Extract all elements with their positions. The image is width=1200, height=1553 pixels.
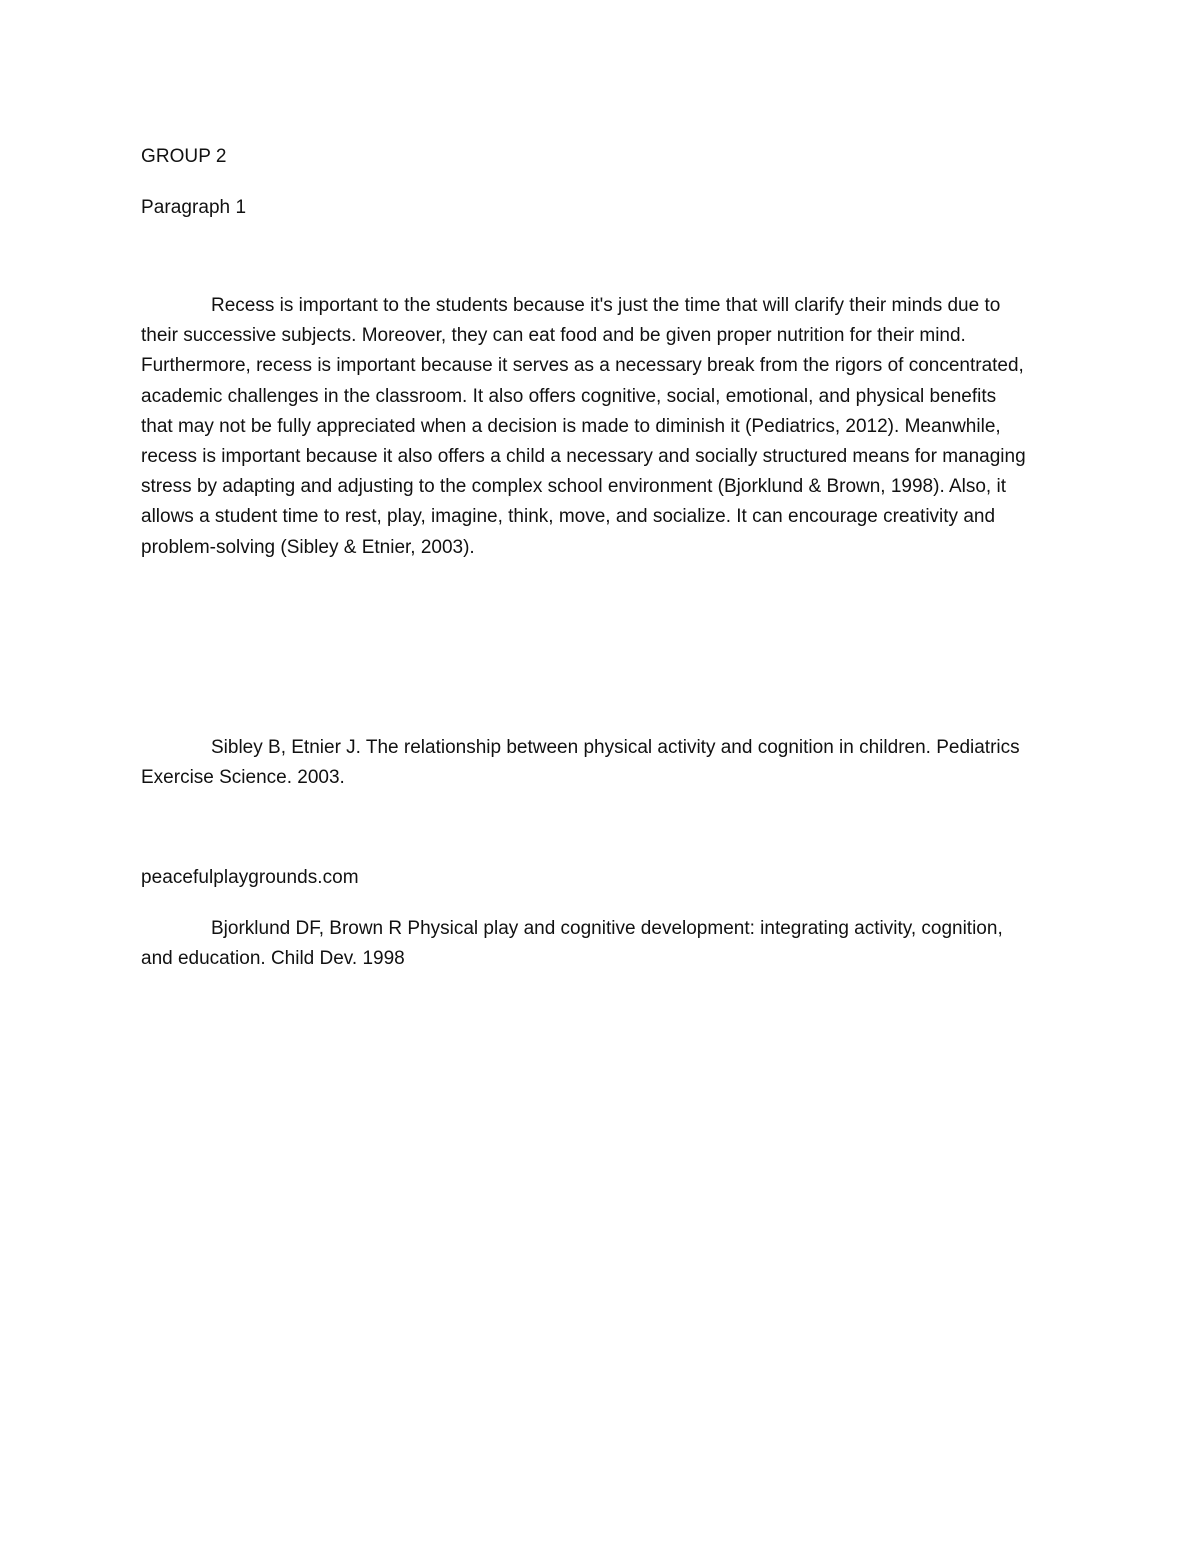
- reference-bjorklund: [141, 914, 1071, 974]
- paragraph-line: recess is important because it also offers a child a necessary and socially structured means for managing: [141, 446, 1026, 468]
- reference-line: Bjorklund DF, Brown R Physical play and cognitive development: integrating activity, cognition,: [211, 918, 1003, 939]
- reference-line: Exercise Science. 2003.: [141, 767, 345, 789]
- paragraph-line: that may not be fully appreciated when a decision is made to diminish it (Pediatrics, 2012). Meanwhile,: [141, 415, 1001, 437]
- section-label: Paragraph 1: [141, 197, 247, 218]
- paragraph-line: problem-solving (Sibley & Etnier, 2003).: [141, 536, 475, 558]
- paragraph-line: their successive subjects. Moreover, they can eat food and be given proper nutrition for their mind.: [141, 325, 966, 347]
- reference-sibley: [141, 733, 1071, 793]
- paragraph-line: academic challenges in the classroom. It also offers cognitive, social, emotional, and physical benefits: [141, 385, 997, 407]
- paragraph-line: stress by adapting and adjusting to the complex school environment (Bjorklund & Brown, 1998). Also, it: [141, 476, 1006, 498]
- body-paragraph: [141, 291, 1071, 563]
- reference-line: and education. Child Dev. 1998: [141, 948, 405, 970]
- reference-website: peacefulplaygrounds.com: [141, 867, 359, 888]
- reference-line: Sibley B, Etnier J. The relationship between physical activity and cognition in children. Pediatrics: [211, 737, 1020, 758]
- paragraph-line: allows a student time to rest, play, imagine, think, move, and socialize. It can encourage creativity and: [141, 506, 996, 528]
- paragraph-line: Furthermore, recess is important because it serves as a necessary break from the rigors of concentrated,: [141, 355, 1024, 377]
- group-title: GROUP 2: [141, 146, 227, 167]
- paragraph-line: Recess is important to the students because it's just the time that will clarify their minds due to: [211, 295, 1001, 316]
